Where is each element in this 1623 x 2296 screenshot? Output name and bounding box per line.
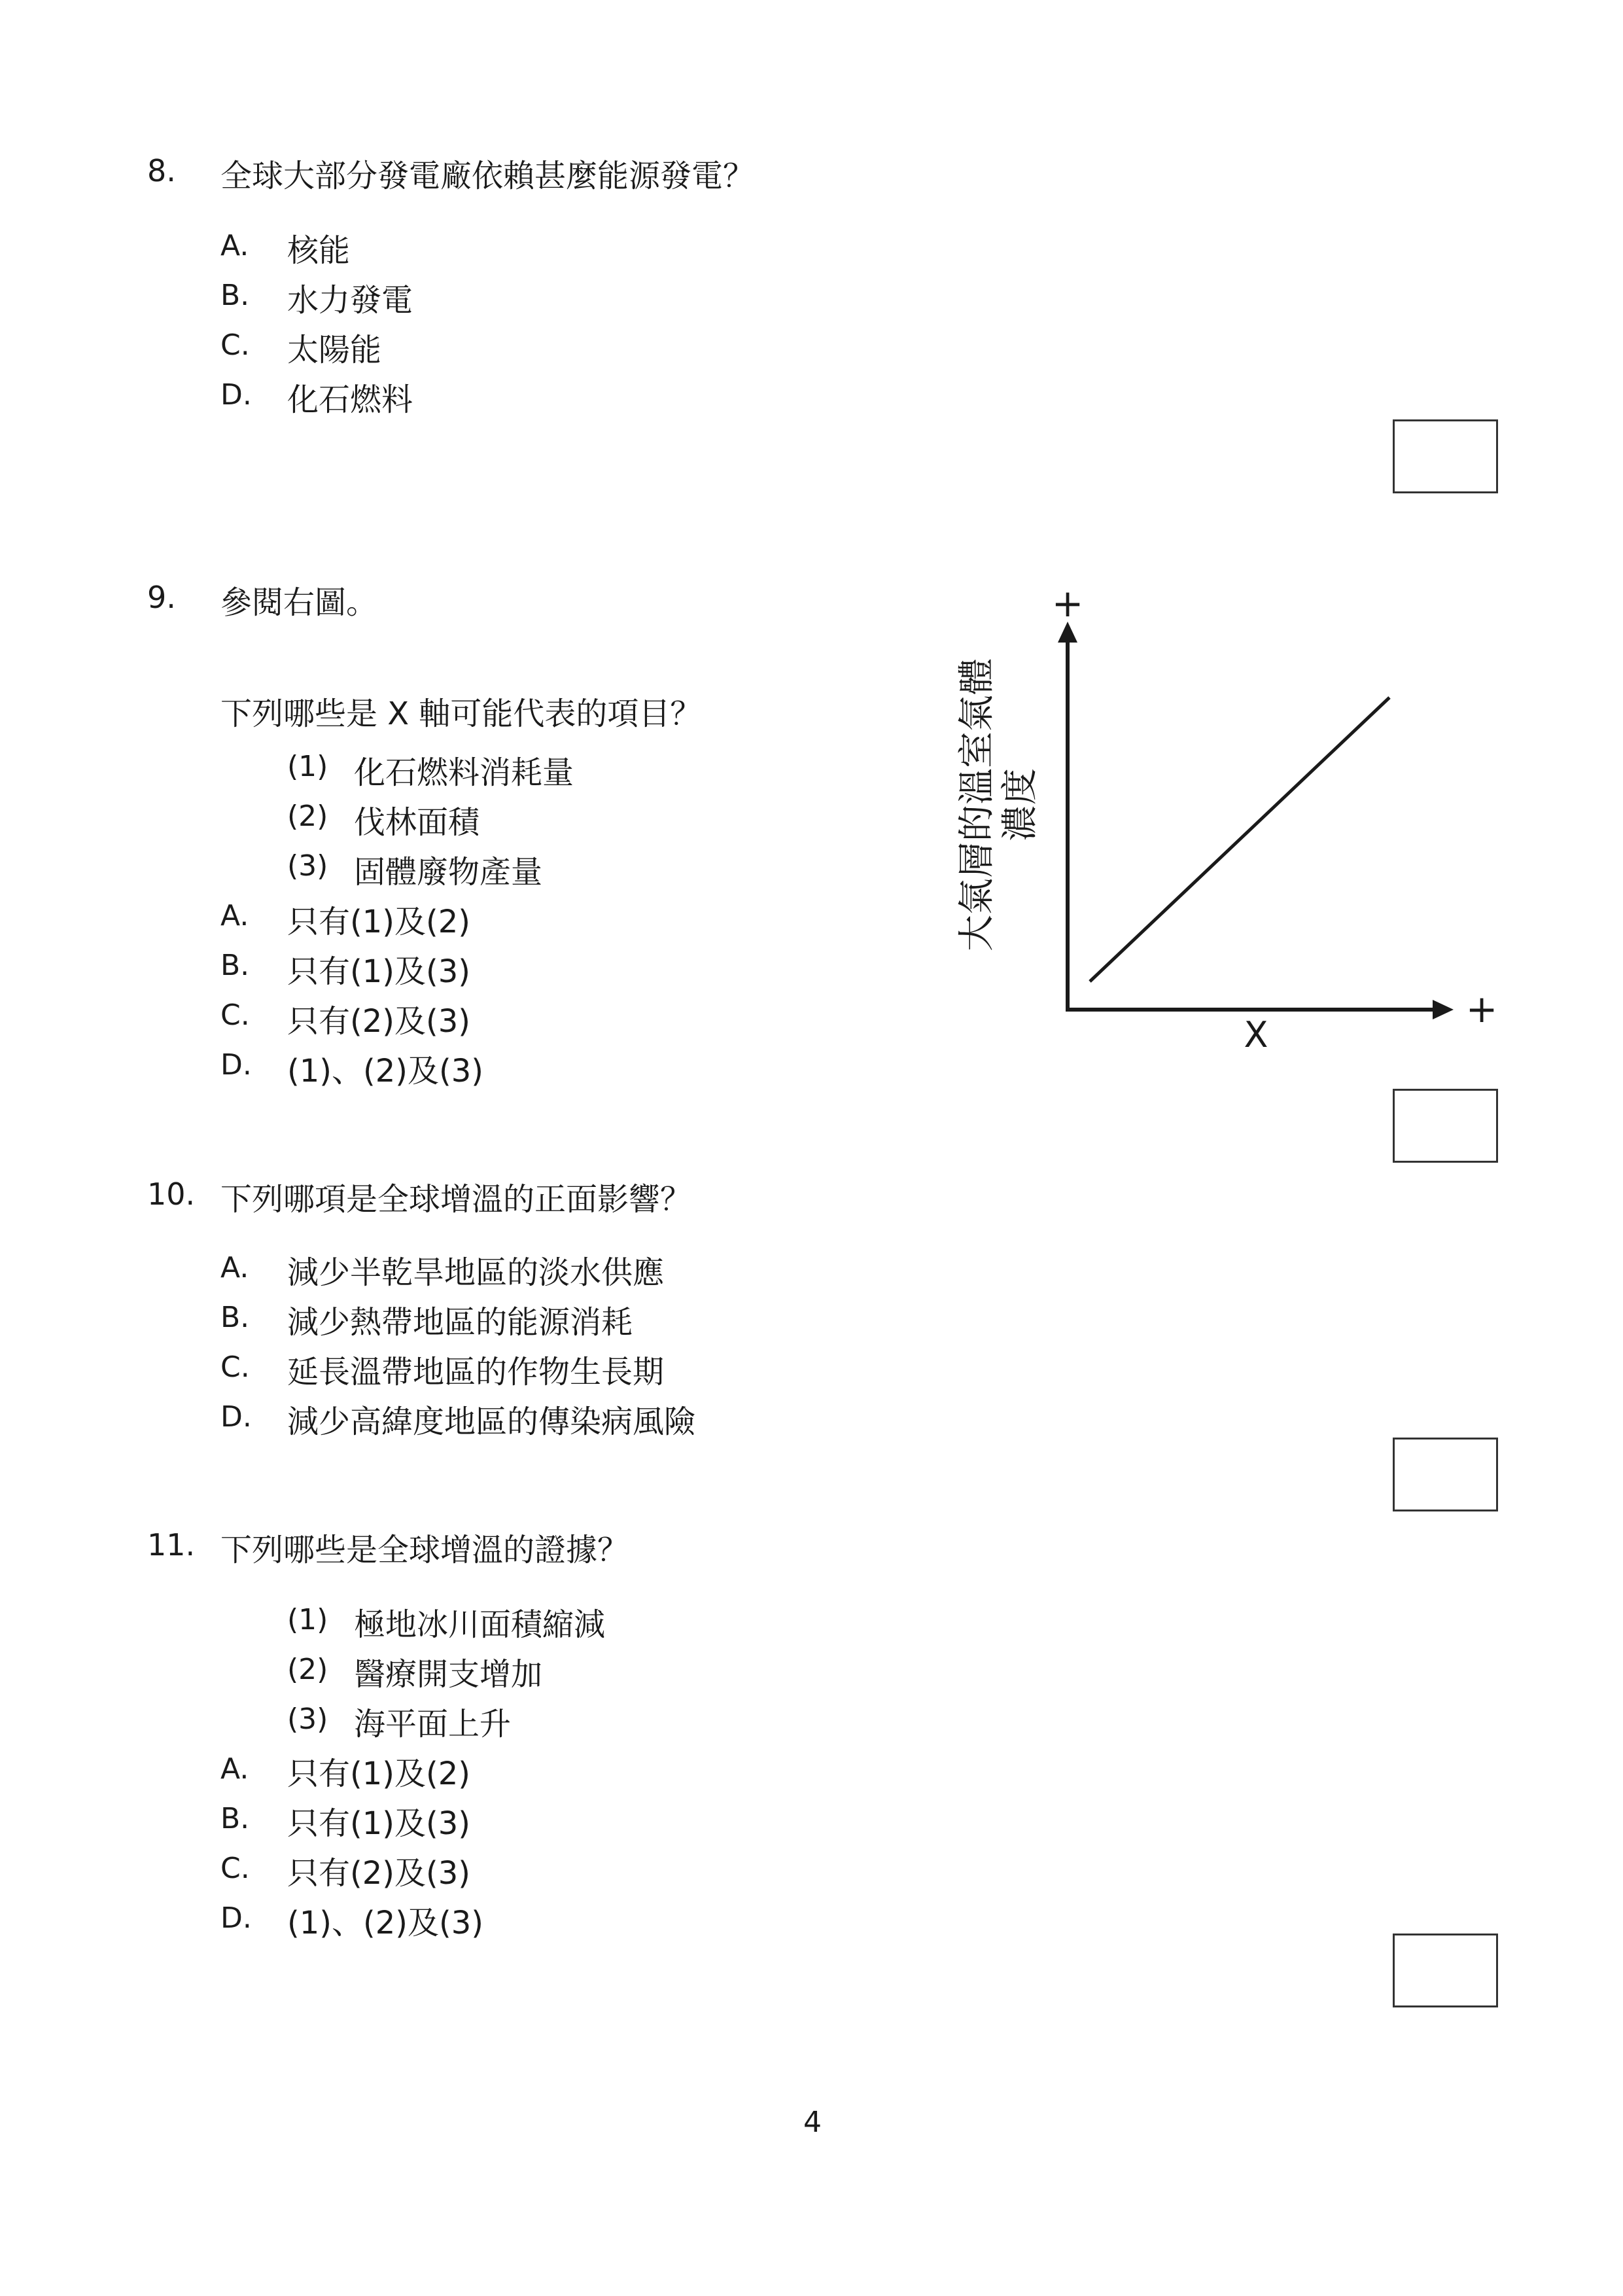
graph-x-label: X [1244,1014,1268,1055]
q11-option-d-letter: D. [220,1901,252,1935]
q11-item-1-num: (1) [287,1603,328,1636]
q9-answer-box[interactable] [1393,1089,1498,1163]
page-number: 4 [803,2106,822,2139]
q9-number: 9. [147,580,176,615]
q11-item-2-num: (2) [287,1653,328,1686]
q8-option-d-letter: D. [220,378,252,412]
q10-option-a-text: 減少半乾旱地區的淡水供應 [287,1254,665,1291]
q10-number: 10. [147,1176,196,1212]
q11-option-b-text: 只有(1)及(3) [287,1805,470,1842]
q8-option-d-text: 化石燃料 [287,381,413,418]
q10-option-d-text: 減少高緯度地區的傳染病風險 [287,1404,696,1440]
q11-item-2-text: 醫療開支增加 [354,1656,543,1693]
q9-item-3-num: (3) [287,849,328,883]
q9-question: 參閱右圖。 [220,584,378,621]
q9-prompt: 下列哪些是 X 軸可能代表的項目？ [220,696,702,732]
q10-option-a-letter: A. [220,1251,249,1284]
q8-number: 8. [147,153,176,188]
q10-option-b-letter: B. [220,1301,250,1334]
q11-option-a-text: 只有(1)及(2) [287,1756,470,1792]
q10-option-d-letter: D. [220,1400,252,1434]
q11-item-3-text: 海平面上升 [354,1706,512,1742]
q8-option-a-letter: A. [220,229,249,262]
q11-answer-box[interactable] [1393,1934,1498,2007]
q10-answer-box[interactable] [1393,1438,1498,1511]
q9-graph [929,589,1518,1086]
q8-answer-box[interactable] [1393,419,1498,493]
q11-number: 11. [147,1527,196,1563]
q10-option-b-text: 減少熱帶地區的能源消耗 [287,1304,633,1341]
q11-option-b-letter: B. [220,1802,250,1835]
q8-option-c-letter: C. [220,328,250,362]
q11-option-d-text: (1)、(2)及(3) [287,1905,483,1941]
q9-option-c-text: 只有(2)及(3) [287,1003,470,1040]
graph-y-plus: + [1051,589,1084,626]
q9-option-d-letter: D. [220,1048,252,1082]
graph-y-label-line2: 濃度 [999,768,1041,841]
q11-question: 下列哪些是全球增溫的證據？ [220,1532,629,1568]
q9-option-c-letter: C. [220,998,250,1032]
q9-item-3-text: 固體廢物產量 [354,854,543,891]
q11-option-a-letter: A. [220,1752,249,1786]
q8-question: 全球大部分發電廠依賴甚麼能源發電？ [220,158,755,194]
q11-item-3-num: (3) [287,1703,328,1736]
graph-x-plus: + [1465,987,1498,1031]
q10-option-c-text: 延長溫帶地區的作物生長期 [287,1354,665,1390]
q9-item-2-text: 伐林面積 [354,804,480,841]
q9-item-2-num: (2) [287,800,328,833]
q9-option-b-letter: B. [220,949,250,982]
q8-option-b-letter: B. [220,279,250,312]
graph-data-line [1090,698,1389,981]
q10-option-c-letter: C. [220,1351,250,1384]
q11-item-1-text: 極地冰川面積縮減 [354,1606,606,1643]
graph-y-label-line1: 大氣層的溫室氣體 [956,658,998,951]
q11-option-c-text: 只有(2)及(3) [287,1855,470,1892]
q10-question: 下列哪項是全球增溫的正面影響？ [220,1181,692,1218]
q9-option-d-text: (1)、(2)及(3) [287,1053,483,1089]
q9-option-a-letter: A. [220,899,249,932]
q8-option-b-text: 水力發電 [287,282,413,319]
q9-item-1-text: 化石燃料消耗量 [354,754,574,791]
q9-option-b-text: 只有(1)及(3) [287,953,470,990]
q11-option-c-letter: C. [220,1852,250,1885]
q8-option-a-text: 核能 [287,232,351,269]
q8-option-c-text: 太陽能 [287,332,382,368]
graph-x-arrow-icon [1433,1000,1454,1019]
q9-item-1-num: (1) [287,750,328,783]
q9-option-a-text: 只有(1)及(2) [287,904,470,940]
